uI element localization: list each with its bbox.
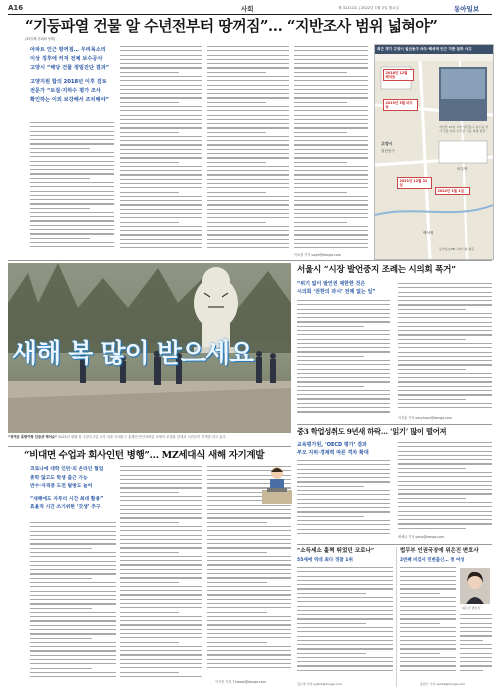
new-year-photo: [8, 263, 291, 433]
page-header: [8, 4, 492, 14]
right-body-col2: [398, 283, 492, 413]
midright-sub-2: 부모 지위·경제력 따른 격차 확대: [297, 450, 369, 456]
map-caption: 지난달 31일 고양 일산동구 마두동 상가 건물 지하 주차장 기둥 파열 현장: [439, 125, 489, 133]
student-figure: [262, 464, 292, 504]
map-label-baekseok: 백석역: [423, 231, 434, 235]
top-subheads: [30, 46, 114, 105]
map-label-ilsan: 일산동구: [381, 149, 395, 153]
br1-headline: “소득세소 훌쩍 뛰었던 코로나”: [297, 548, 375, 554]
right-sub-2: 시의회 ‘권한의 과시’ 전례 없는 일”: [297, 289, 376, 295]
bl-sub-1: 코로나에 대학 인턴·외 온라인 협업: [30, 467, 104, 472]
person-caption: 위은진 변호사: [462, 606, 481, 610]
column-divider: [396, 547, 397, 687]
map-marker-2: [383, 99, 418, 111]
bl-byline: 이기욱 기자 71wook@donga.com: [215, 680, 266, 684]
section-divider-4: [297, 544, 492, 545]
top-body-col2: [120, 46, 202, 252]
br2-byline: 송원근 기자 series@donga.com: [420, 682, 466, 686]
midright-subheads: [297, 441, 397, 457]
right-headline: 서울시 “시장 발언중지 조례는 시의회 폭거”: [297, 265, 456, 275]
bl-sub-2: 휴학 않고도 학생 출근 가능: [30, 475, 88, 481]
subhead-5: 전문가 “토질·지하수 평가 조사: [30, 88, 101, 94]
top-headline: “기둥파열 건물 알 수년전부터 땅꺼짐”… “지반조사 범위 넓혀야”: [25, 17, 438, 35]
marker-4-label: 2022년 1월 1일: [437, 189, 464, 193]
bl-sub-3: 반수·자격증 도전 탐방도 늘어: [30, 484, 93, 489]
right-sub-1: “위기 없이 발언권 제한한 것은: [297, 281, 366, 287]
top-body-col1: [30, 122, 114, 252]
br2-body: [400, 567, 456, 679]
section-divider-1: [8, 260, 492, 261]
bl-body-col2: [120, 466, 202, 682]
map-title: 최근 경기 고양시 일산동구 마두·백석역 인근 지반 침하 사고: [375, 45, 493, 54]
subhead-6: 확인하는 이외 보강해서 조치해야”: [30, 97, 109, 103]
person-photo: [460, 568, 490, 604]
map-label-madu: 마두역: [457, 167, 468, 171]
sign-letters: 새해 복 많이 받으세요: [12, 339, 254, 369]
right-subheads: [297, 280, 397, 296]
br2-body-lower: [460, 614, 492, 678]
midright-body-col2: [398, 442, 492, 534]
subhead-1: 아파트 인근 땅꺼짐… 우려목소리: [30, 47, 106, 53]
person-portrait: [460, 568, 490, 604]
br2-sub: 2번째 비검사 민변출신… 첫 여성: [400, 558, 465, 563]
right-body-col1: [297, 300, 390, 416]
sinkhole-map: [374, 44, 494, 260]
section-divider-3: [8, 446, 291, 447]
subhead-3: 고양시 “해당 건물 정밀진단 결과”: [30, 65, 110, 71]
top-body-col4: [294, 46, 368, 252]
student-illustration: [262, 464, 292, 504]
br1-byline: 김소영 기자 sykim@donga.com: [297, 682, 342, 686]
bl-body-col1: [30, 522, 116, 682]
top-kicker: (25일째 휴폐쇄 당해): [25, 37, 56, 41]
photo-caption-title: “귀여운 호랑이랑 인증샷 찍어요”: [8, 435, 58, 439]
map-marker-4: [435, 187, 470, 195]
bottomleft-headline: “비대면 수업과 회사인턴 병행”… MZ세대식 새해 자기계발: [24, 450, 265, 461]
map-marker-1: [383, 69, 414, 81]
bl-sub-5: 효율적 시간 쓰기위한 ‘갓생’ 추구: [30, 505, 101, 510]
midright-sub-1: 교육평가원, ‘OECD 평가’ 결과: [297, 442, 367, 448]
marker-1-label: 2018년 12월 백석동: [385, 71, 408, 80]
new-year-sign: [12, 325, 254, 371]
midright-body-col1: [297, 460, 390, 538]
midright-headline: 중3 학업성취도 9년새 하락… ‘읽기’ 많이 떨어져: [297, 427, 447, 436]
marker-3-label: 2021년 12월 31일: [399, 179, 428, 188]
bottomleft-subheads: [30, 466, 120, 513]
map-photo-credit: 동아일보DB 고양시청 제공: [439, 247, 475, 251]
top-byline: 이소정 기자 sojee@donga.com: [294, 253, 341, 257]
top-body-col3: [207, 46, 289, 252]
br2-headline: 법무부 인권국장에 위은진 변호사: [400, 548, 479, 554]
subhead-2: 이상 징후에 커져 전체 보수공사: [30, 56, 103, 62]
midright-byline: 최예나 기자 yena@donga.com: [398, 535, 445, 539]
page-number: A16: [8, 4, 24, 12]
issue-date: 제 31213호 | 2022년 1월 3일 월요일: [338, 5, 399, 10]
bl-sub-4: “새해에도 자투리 시간 최대 활용”: [30, 496, 104, 502]
section-divider-2: [297, 424, 492, 425]
masthead: 동아일보: [454, 5, 480, 13]
br1-body: [297, 567, 393, 679]
marker-2-label: 2019년 3월 마두동: [385, 101, 413, 110]
subhead-4: 고양지원 합의 2018년 이후 검토: [30, 79, 107, 85]
br1-sub: 55세에 역대 최다 경찰 1위: [297, 558, 353, 563]
section-label: 사회: [241, 5, 254, 13]
header-rule: [8, 14, 492, 15]
photo-caption: [8, 435, 291, 439]
right-byline: 이지훈 기자 easyhoon@donga.com: [398, 416, 452, 420]
map-label-goyang: 고양시: [381, 141, 393, 146]
photo-caption-body: 2022년 새해 첫 주말인 2일 오후 서울 서대문구 홍제천 안산자락길 호랑이 조형물 앞에서 시민들이 산책을 하고 있다.: [58, 435, 227, 439]
map-marker-3: [397, 177, 432, 189]
